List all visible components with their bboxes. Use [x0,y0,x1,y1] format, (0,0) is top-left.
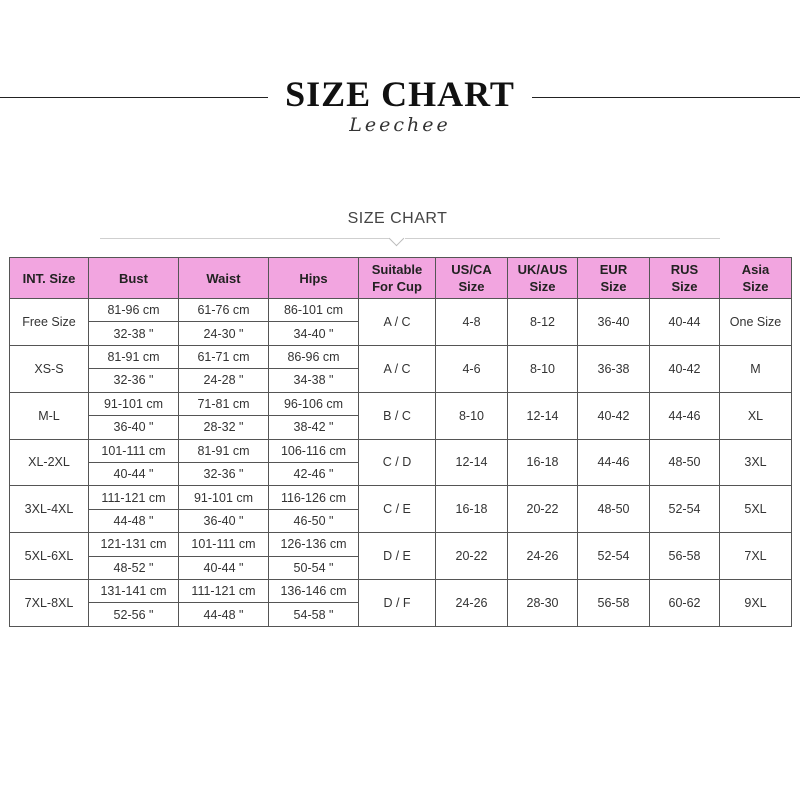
header-hips: Hips [269,258,359,299]
cell-int-size: 3XL-4XL [10,486,89,533]
cell-cup: D / E [359,533,436,580]
cell-cup: C / D [359,439,436,486]
section-rule-right [405,238,720,239]
cell-eur: 36-40 [578,299,650,346]
cell-rus: 40-42 [650,345,720,392]
cell-asia: XL [720,392,792,439]
cell-int-size: 5XL-6XL [10,533,89,580]
cell-cup: D / F [359,580,436,627]
cell-waist-in: 32-36 " [179,462,269,485]
cell-usca: 16-18 [436,486,508,533]
cell-hips-in: 50-54 " [269,556,359,579]
cell-hips-in: 34-40 " [269,322,359,345]
cell-rus: 52-54 [650,486,720,533]
header-bust: Bust [89,258,179,299]
cell-bust-cm: 81-96 cm [89,299,179,322]
cell-ukaus: 20-22 [508,486,578,533]
cell-int-size: Free Size [10,299,89,346]
cell-asia: M [720,345,792,392]
header-cup: Suitable For Cup [359,258,436,299]
cell-asia: 9XL [720,580,792,627]
cell-eur: 56-58 [578,580,650,627]
cell-cup: B / C [359,392,436,439]
table-row [10,392,792,415]
section-title: SIZE CHART [347,210,448,227]
cell-int-size: XS-S [10,345,89,392]
table-row [10,345,792,368]
cell-usca: 24-26 [436,580,508,627]
cell-usca: 12-14 [436,439,508,486]
cell-ukaus: 8-10 [508,345,578,392]
cell-hips-cm: 106-116 cm [269,439,359,462]
cell-waist-cm: 101-111 cm [179,533,269,556]
cell-cup: A / C [359,299,436,346]
cell-bust-cm: 121-131 cm [89,533,179,556]
section-rule-left [100,238,392,239]
table-header-row [10,258,792,299]
cell-bust-cm: 81-91 cm [89,345,179,368]
cell-bust-in: 44-48 " [89,509,179,532]
cell-rus: 44-46 [650,392,720,439]
table-row [10,439,792,462]
cell-bust-in: 40-44 " [89,462,179,485]
cell-asia: 5XL [720,486,792,533]
cell-eur: 52-54 [578,533,650,580]
cell-waist-in: 44-48 " [179,603,269,627]
cell-hips-in: 46-50 " [269,509,359,532]
cell-rus: 48-50 [650,439,720,486]
cell-bust-cm: 101-111 cm [89,439,179,462]
cell-hips-cm: 86-101 cm [269,299,359,322]
cell-waist-in: 24-28 " [179,369,269,392]
cell-waist-in: 24-30 " [179,322,269,345]
cell-waist-cm: 61-76 cm [179,299,269,322]
header-asia: Asia Size [720,258,792,299]
table-row [10,299,792,322]
cell-cup: A / C [359,345,436,392]
table-row [10,580,792,603]
table-row [10,533,792,556]
cell-bust-in: 36-40 " [89,416,179,439]
header-ukaus: UK/AUS Size [508,258,578,299]
cell-bust-in: 52-56 " [89,603,179,627]
cell-waist-cm: 81-91 cm [179,439,269,462]
cell-bust-in: 48-52 " [89,556,179,579]
cell-bust-in: 32-36 " [89,369,179,392]
table-row [10,486,792,509]
cell-bust-in: 32-38 " [89,322,179,345]
cell-eur: 36-38 [578,345,650,392]
cell-ukaus: 12-14 [508,392,578,439]
cell-hips-cm: 86-96 cm [269,345,359,368]
cell-hips-cm: 96-106 cm [269,392,359,415]
cell-waist-cm: 111-121 cm [179,580,269,603]
cell-int-size: M-L [10,392,89,439]
brand-name: Leechee [349,114,451,136]
header-waist: Waist [179,258,269,299]
header-eur: EUR Size [578,258,650,299]
cell-waist-cm: 71-81 cm [179,392,269,415]
cell-waist-cm: 61-71 cm [179,345,269,368]
size-table [9,257,792,627]
cell-hips-in: 34-38 " [269,369,359,392]
cell-bust-cm: 131-141 cm [89,580,179,603]
cell-usca: 20-22 [436,533,508,580]
cell-rus: 60-62 [650,580,720,627]
cell-asia: One Size [720,299,792,346]
cell-hips-cm: 126-136 cm [269,533,359,556]
cell-rus: 56-58 [650,533,720,580]
cell-waist-cm: 91-101 cm [179,486,269,509]
cell-waist-in: 36-40 " [179,509,269,532]
header-usca: US/CA Size [436,258,508,299]
page-title: SIZE CHART [285,74,515,114]
cell-waist-in: 28-32 " [179,416,269,439]
cell-eur: 40-42 [578,392,650,439]
cell-asia: 7XL [720,533,792,580]
cell-ukaus: 16-18 [508,439,578,486]
cell-waist-in: 40-44 " [179,556,269,579]
cell-usca: 4-8 [436,299,508,346]
header-int-size: INT. Size [10,258,89,299]
header-rus: RUS Size [650,258,720,299]
cell-usca: 4-6 [436,345,508,392]
cell-hips-in: 42-46 " [269,462,359,485]
cell-int-size: XL-2XL [10,439,89,486]
cell-cup: C / E [359,486,436,533]
cell-hips-in: 38-42 " [269,416,359,439]
cell-rus: 40-44 [650,299,720,346]
cell-hips-cm: 136-146 cm [269,580,359,603]
cell-ukaus: 24-26 [508,533,578,580]
cell-hips-cm: 116-126 cm [269,486,359,509]
cell-eur: 44-46 [578,439,650,486]
cell-usca: 8-10 [436,392,508,439]
cell-eur: 48-50 [578,486,650,533]
chevron-down-icon [389,231,405,247]
cell-int-size: 7XL-8XL [10,580,89,627]
cell-ukaus: 8-12 [508,299,578,346]
cell-ukaus: 28-30 [508,580,578,627]
cell-bust-cm: 111-121 cm [89,486,179,509]
cell-hips-in: 54-58 " [269,603,359,627]
cell-asia: 3XL [720,439,792,486]
cell-bust-cm: 91-101 cm [89,392,179,415]
